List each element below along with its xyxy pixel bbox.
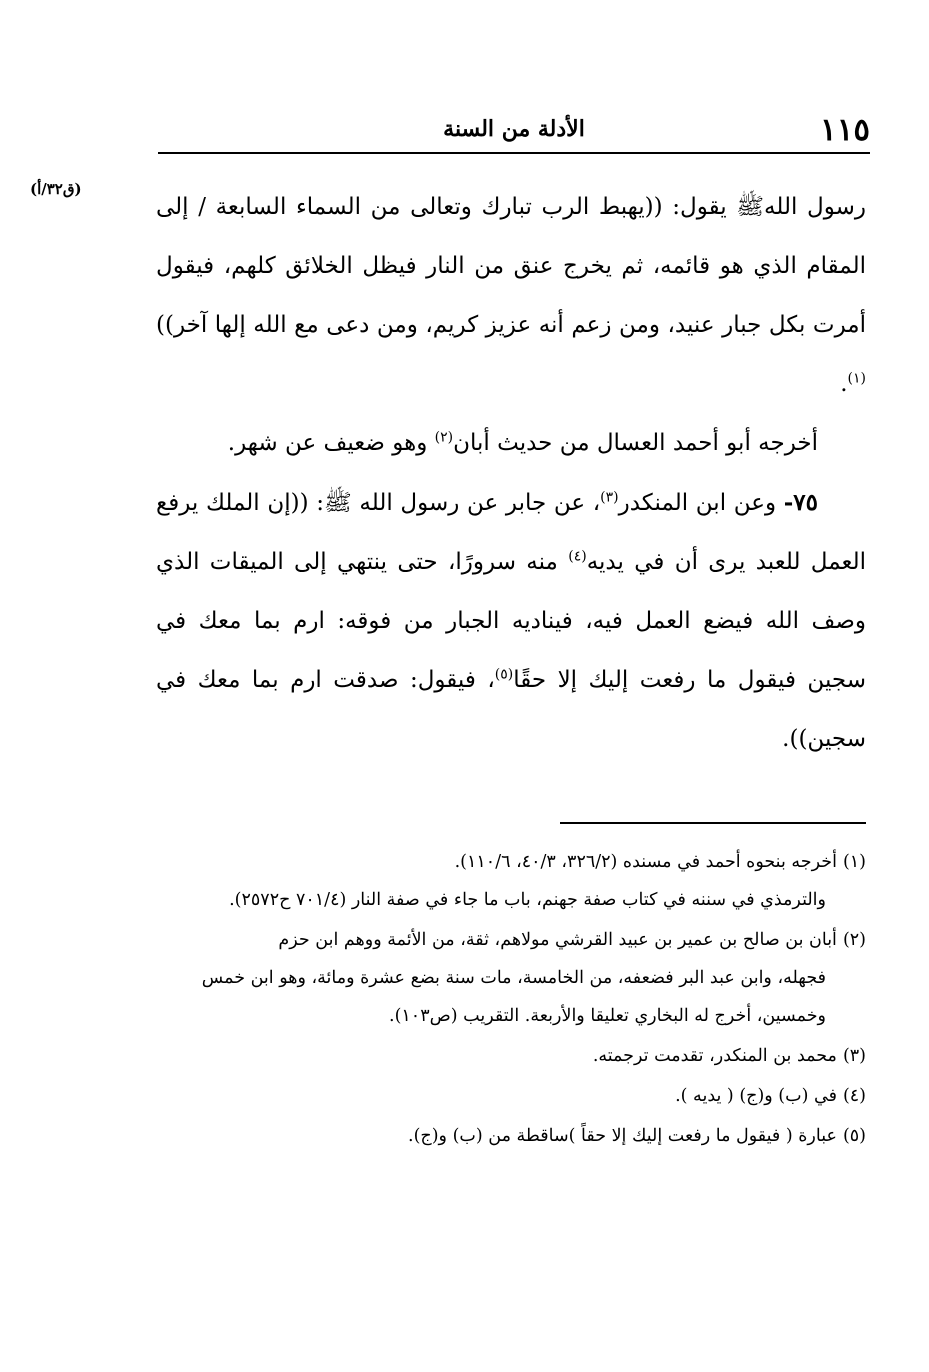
- footnote-ref: (١): [847, 370, 866, 387]
- footnote-number: (٤): [842, 1086, 866, 1106]
- footnote-number: (٥): [842, 1126, 866, 1146]
- footnotes: [140, 843, 866, 1157]
- footnote: [140, 843, 866, 919]
- footnote-text: أخرجه بنحوه أحمد في مسنده (٣٢٦/٢، ٤٠/٣، ١١٠/٦).: [454, 852, 837, 872]
- hadith-number: ٧٥-: [783, 489, 818, 516]
- paragraph-end: .: [840, 371, 848, 397]
- footnote-rule: [560, 822, 866, 824]
- paragraph-text: ، فيقول: صدقت ارم بما معك في سجين)).: [156, 667, 866, 752]
- paragraph-text: رسول اللهﷺ يقول: ((يهبط الرب تبارك وتعالى من السماء السابعة / إلى المقام الذي هو قائمه، ثم يخرج عنق من النار فيظل الخلائق كلهم، فيقول أمرت بكل جبار عنيد، ومن زعم أنه عزيز كريم، ومن دعى مع الله إلها آخر)): [156, 194, 866, 338]
- margin-note: (ق٣٢/أ): [30, 180, 82, 198]
- hadith-paragraph: [156, 473, 866, 769]
- header-rule: [158, 152, 870, 154]
- paragraph-text: ، عن جابر عن رسول الله ﷺ: ((إن الملك يرفع العمل للعبد يرى أن في يديه: [156, 490, 866, 575]
- main-text: [156, 178, 866, 769]
- paragraph-text: منه سرورًا، حتى ينتهي إلى الميقات الذي وصف الله فيضع العمل فيه، فيناديه الجبار من فوقه: ارم بما معك في سجين فيقول ما رفعت إليك إلا حقًا: [156, 549, 866, 693]
- footnote-number: (١): [842, 852, 866, 872]
- footnote-ref: (٤): [568, 548, 587, 565]
- footnote: [140, 1037, 866, 1075]
- footnote: [140, 1077, 866, 1115]
- footnote-text: محمد بن المنكدر، تقدمت ترجمته.: [592, 1046, 837, 1066]
- footnote-text: عبارة ( فيقول ما رفعت إليك إلا حقاً )ساقطة من (ب) و(ج).: [408, 1126, 837, 1146]
- paragraph-text: وعن ابن المنكدر: [618, 490, 784, 516]
- page-number: ١١٥: [820, 112, 870, 148]
- footnote-ref: (٣): [600, 489, 619, 506]
- footnote-number: (٣): [842, 1046, 866, 1066]
- footnote-ref: (٢): [434, 429, 454, 446]
- footnote-continuation: والترمذي في سننه في كتاب صفة جهنم، باب ما جاء في صفة النار (٧٠١/٤ ح٢٥٧٢).: [229, 890, 826, 910]
- footnote-continuation: فجهله، وابن عبد البر فضعفه، من الخامسة، مات سنة بضع عشرة ومائة، وهو ابن خمس وخمسين، أخرج له البخاري تعليقا والأربعة. التقريب (ص١٠٣).: [201, 968, 826, 1026]
- footnote-number: (٢): [842, 930, 866, 950]
- paragraph-text: أخرجه أبو أحمد العسال من حديث أبان: [453, 430, 818, 456]
- page-header: [158, 110, 870, 152]
- running-title: الأدلة من السنة: [443, 116, 585, 142]
- footnote: [140, 921, 866, 1035]
- footnote: [140, 1117, 866, 1155]
- paragraph-text: وهو ضعيف عن شهر.: [227, 430, 435, 456]
- footnote-text: أبان بن صالح بن عمير بن عبيد القرشي مولاهم، ثقة، من الأئمة ووهم ابن حزم: [278, 930, 837, 950]
- paragraph: [156, 178, 866, 414]
- paragraph: [156, 414, 866, 473]
- footnote-ref: (٥): [494, 666, 514, 683]
- footnote-text: في (ب) و(ج) ( يديه ).: [675, 1086, 837, 1106]
